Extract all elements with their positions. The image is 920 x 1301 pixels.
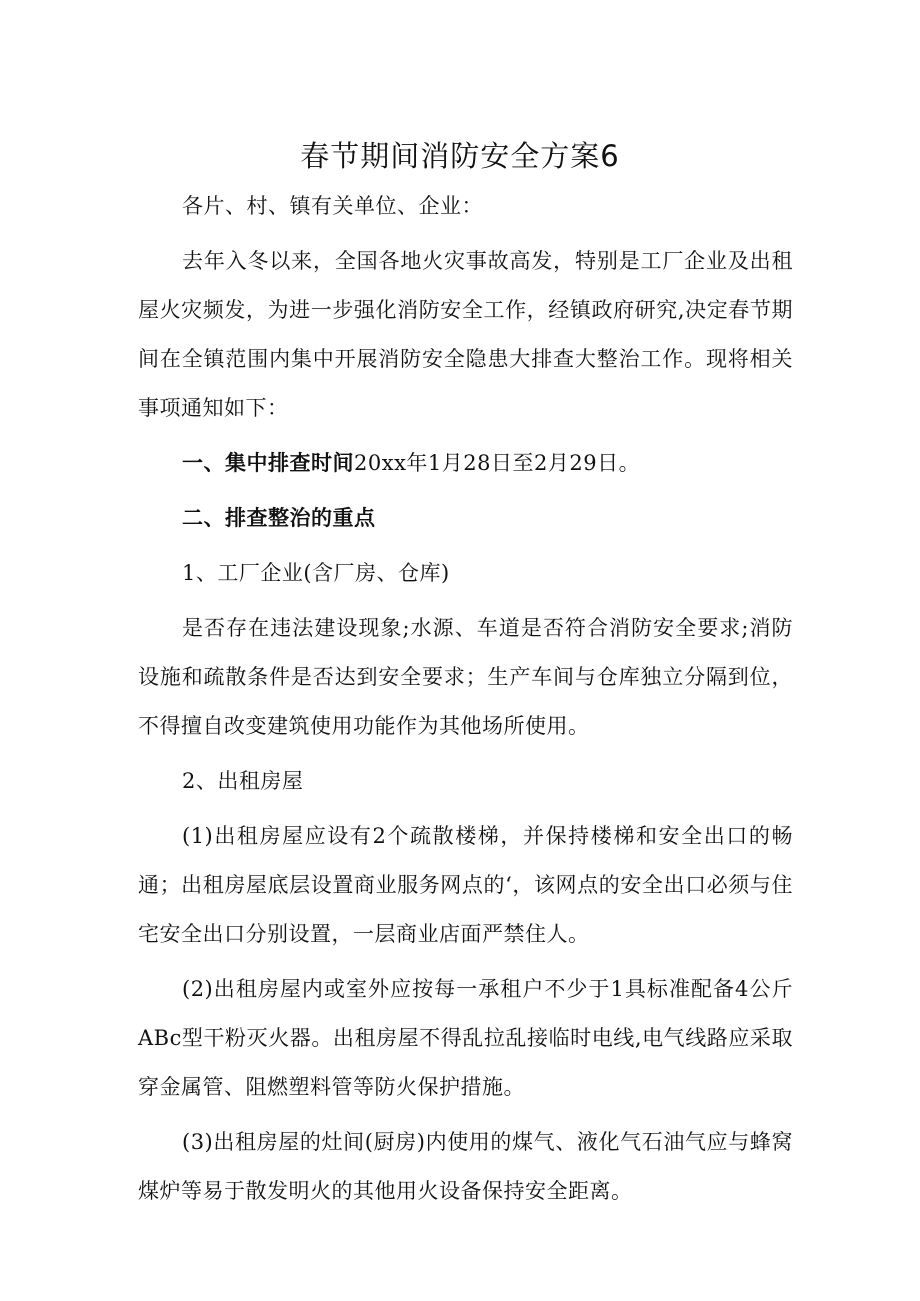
item-1-text: 是否存在违法建设现象;水源、车道是否符合消防安全要求;消防设施和疏散条件是否达到安全要求；生产车间与仓库独立分隔到位，不得擅自改变建筑使用功能作为其他场所使用。 bbox=[138, 616, 793, 738]
document-title: 春节期间消防安全方案6 bbox=[300, 139, 620, 173]
document-body bbox=[138, 182, 793, 1216]
section-1-text: 20xx年1月28日至2月29日。 bbox=[354, 451, 641, 475]
section-2-paragraph bbox=[138, 494, 793, 543]
section-1-heading: 一、集中排查时间 bbox=[182, 451, 354, 475]
item-2-point-1: (1)出租房屋应设有2个疏散楼梯，并保持楼梯和安全出口的畅通；出租房屋底层设置商业服务网点的‘，该网点的安全出口必须与住宅安全出口分别设置，一层商业店面严禁住人。 bbox=[138, 824, 793, 946]
item-2-point-3: (3)出租房屋的灶间(厨房)内使用的煤气、液化气石油气应与蜂窝煤炉等易于散发明火的其他用火设备保持安全距离。 bbox=[138, 1130, 793, 1203]
item-1-heading: 1、工厂企业(含厂房、仓库) bbox=[182, 561, 450, 585]
section-1-paragraph bbox=[138, 439, 793, 488]
intro-paragraph: 去年入冬以来，全国各地火灾事故高发，特别是工厂企业及出租屋火灾频发，为进一步强化消防安全工作，经镇政府研究,决定春节期间在全镇范围内集中开展消防安全隐患大排查大整治工作。现将相关事项通知如下： bbox=[138, 249, 793, 420]
section-2-heading: 二、排查整治的重点 bbox=[182, 506, 376, 530]
item-2-heading: 2、出租房屋 bbox=[182, 769, 304, 793]
item-2-point-2: (2)出租房屋内或室外应按每一承租户不少于1具标准配备4公斤ABc型干粉灭火器。出租房屋不得乱拉乱接临时电线,电气线路应采取穿金属管、阻燃塑料管等防火保护措施。 bbox=[138, 977, 793, 1099]
salutation: 各片、村、镇有关单位、企业： bbox=[182, 194, 483, 218]
